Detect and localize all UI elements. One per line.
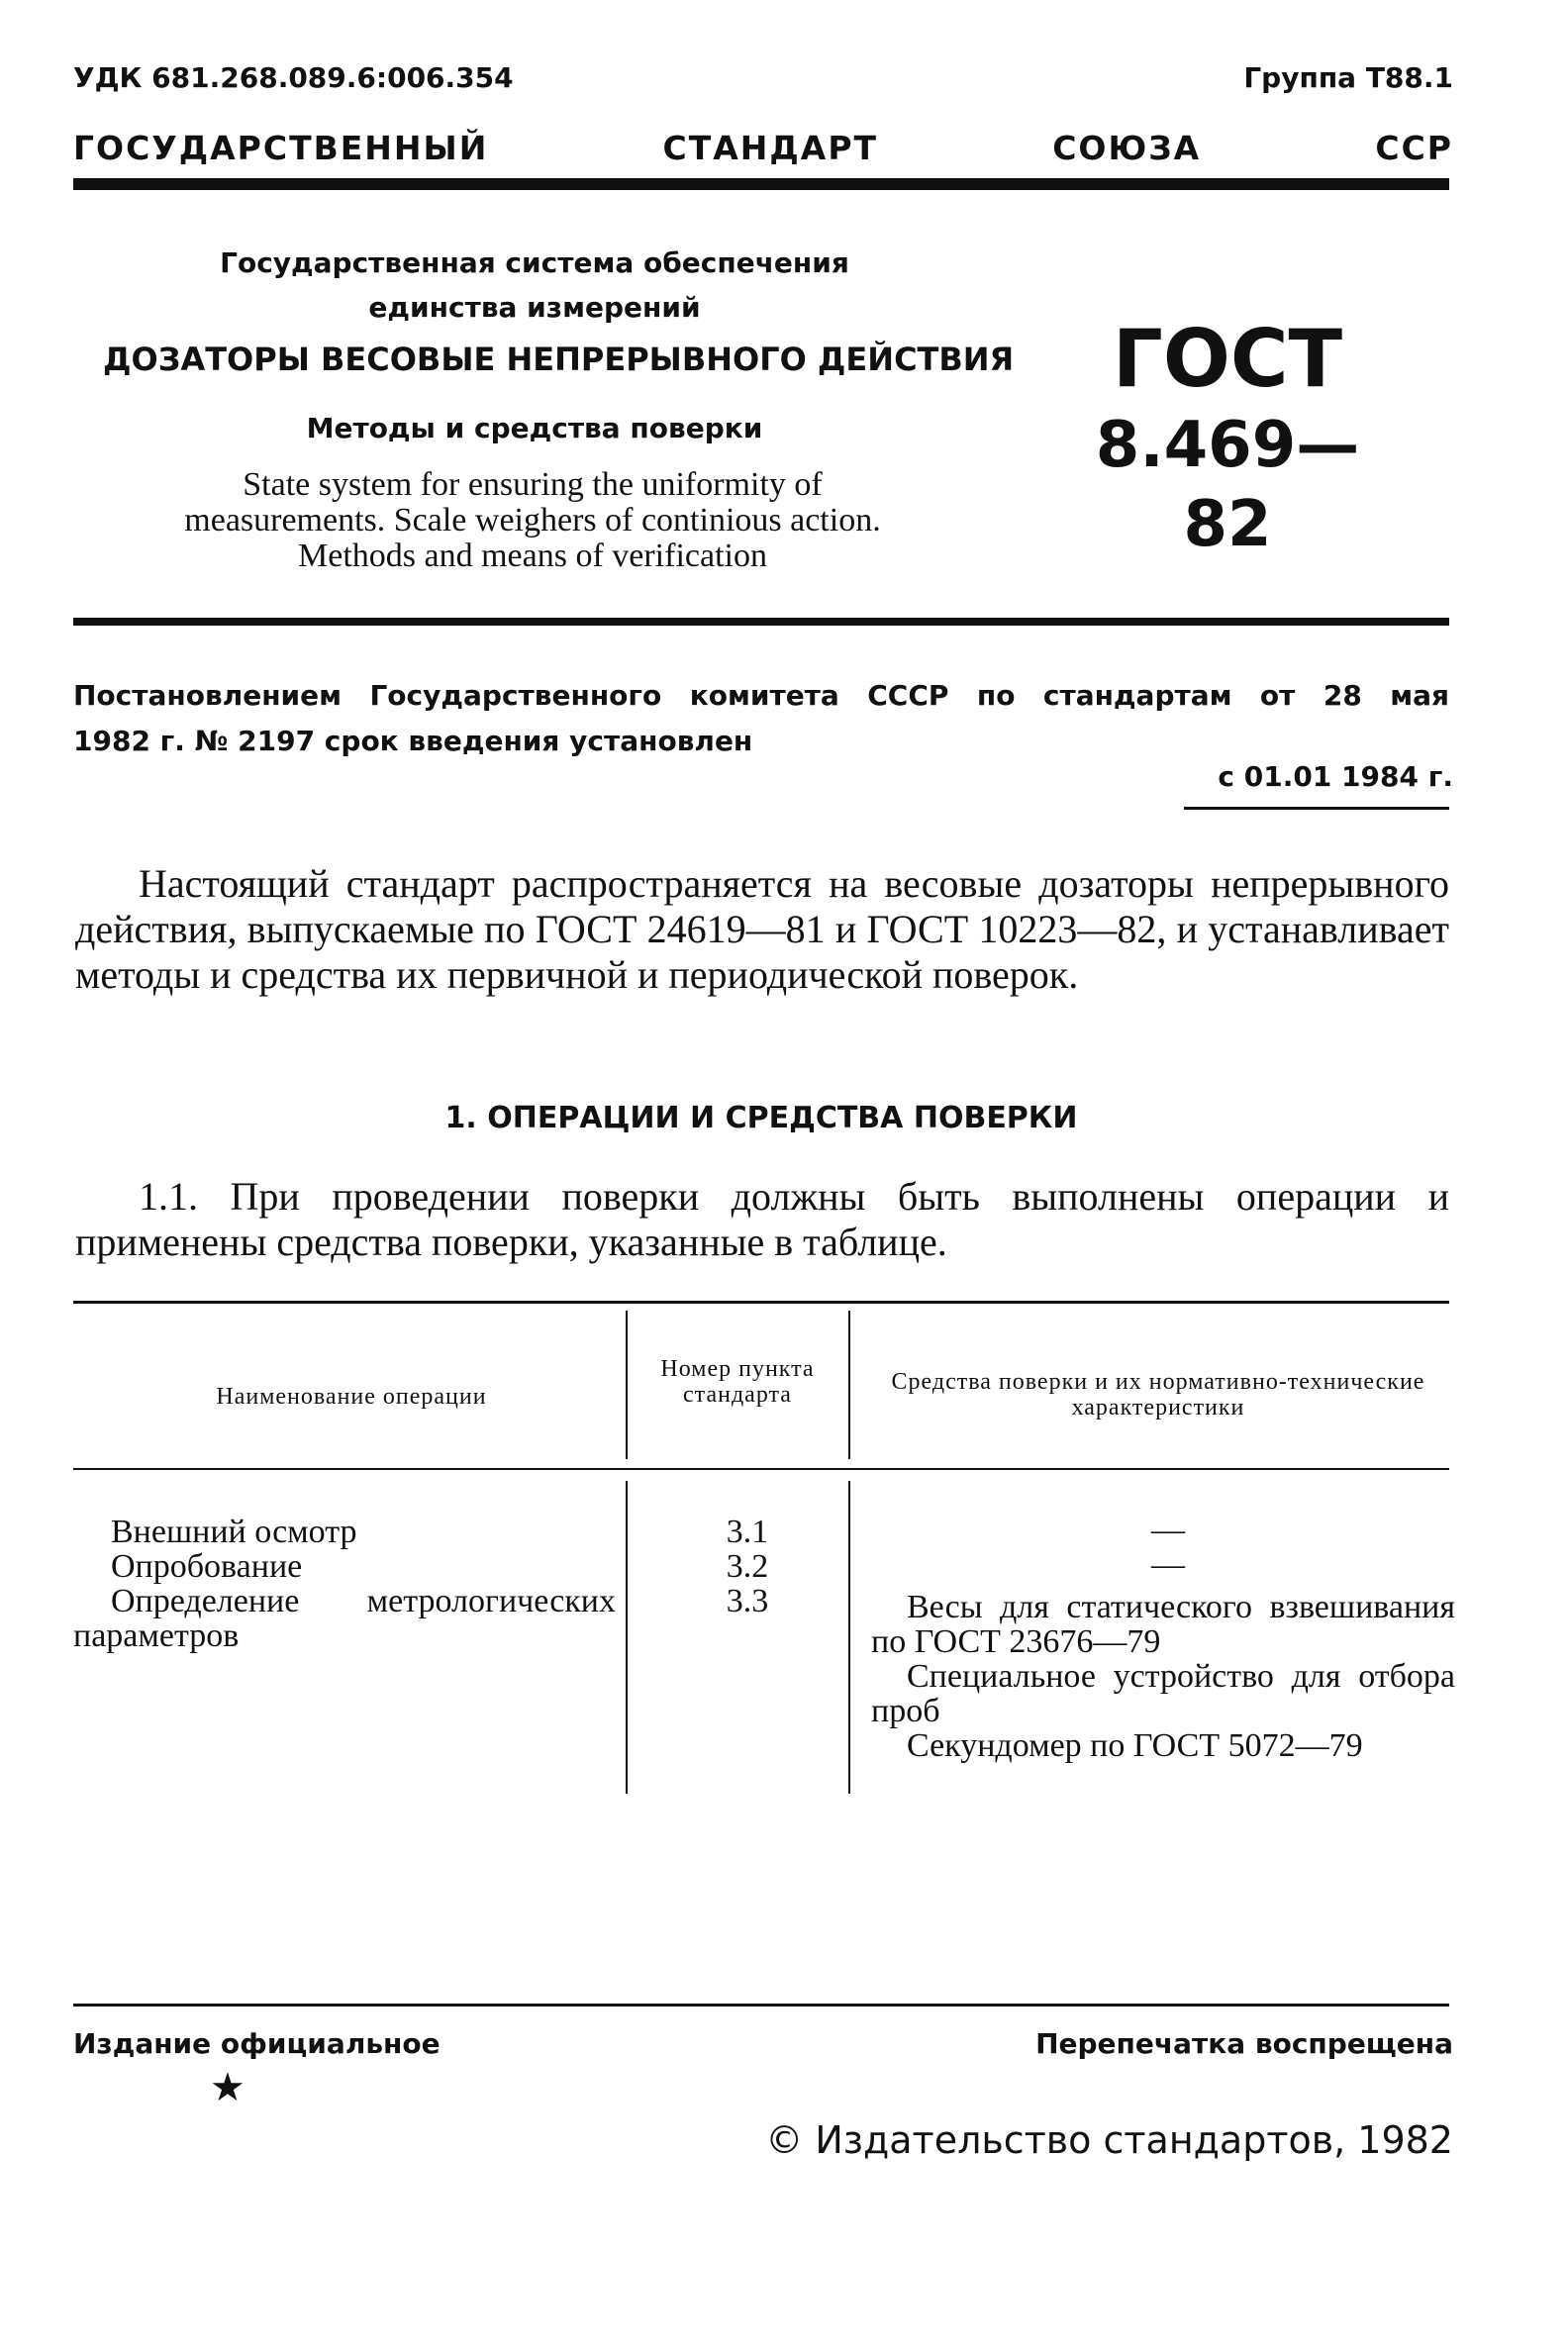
effective-date-rule [1184,807,1449,810]
copyright-line: © Издательство стандартов, 1982 [765,2118,1453,2162]
header-clause: Номер пункта стандарта [660,1356,815,1408]
header-operation: Наименование операции [216,1384,487,1410]
english-title [75,467,990,574]
udk-code: УДК 681.268.089.6:006.354 [73,61,514,94]
row3-means-1: Весы для статического взвешивания по ГОСТ 23676—79 [871,1589,1455,1660]
section-title: 1. ОПЕРАЦИИ И СРЕДСТВА ПОВЕРКИ [444,1101,1078,1135]
row2-clause: 3.2 [726,1548,769,1585]
gost-number: 8.469—82 [1095,409,1360,561]
system-title-line1: Государственная система обеспечения [220,246,849,279]
document-subtitle: Методы и средства поверки [306,412,763,444]
footer-rule [73,2004,1449,2007]
reprint-notice: Перепечатка воспрещена [1035,2027,1453,2060]
row1-means: — [1151,1512,1185,1548]
row3-operation: Определение метрологических параметров [73,1583,616,1654]
header-rule [73,178,1449,190]
row3-means-3: Секундомер по ГОСТ 5072—79 [907,1727,1363,1764]
table-col-divider-1 [626,1311,628,1459]
intro-paragraph [75,861,1449,998]
english-title-line2: measurements. Scale weighers of continious action. [184,502,881,539]
row2-operation: Опробование [111,1548,303,1585]
row3-means-2: Специальное устройство для отбора проб [871,1658,1455,1729]
system-title-line2: единства измерений [368,291,701,324]
intro-text: Настоящий стандарт распространяется на весовые дозаторы непрерывного действия, выпускаемые по ГОСТ 24619—81 и ГОСТ 10223—82, и устанавливает методы и средства их первичной и периодической поверок. [75,861,1449,997]
state-standard-text: ГОСУДАРСТВЕННЫЙ СТАНДАРТ СОЮЗА ССР [73,129,1453,167]
state-standard-heading [73,129,1453,167]
english-title-line3: Methods and means of verification [298,538,767,574]
table-col-divider-2 [848,1311,850,1459]
row1-operation: Внешний осмотр [111,1514,357,1550]
table-header-rule [73,1468,1449,1470]
decree [73,673,1449,764]
decree-line2: 1982 г. № 2197 срок введения установлен [73,725,753,757]
official-edition: Издание официальное [73,2027,441,2060]
row1-clause: 3.1 [726,1514,769,1550]
table-col-divider-1-body [626,1481,628,1794]
star-icon: ★ [210,2065,245,2109]
effective-date: с 01.01 1984 г. [1218,760,1453,793]
title-rule [73,618,1449,626]
english-title-line1: State system for ensuring the uniformity of [243,466,823,503]
decree-line1: Постановлением Государственного комитета СССР по стандартам от 28 мая [73,679,1449,712]
paragraph-1-1 [75,1174,1449,1265]
gost-label: ГОСТ [1112,313,1343,405]
paragraph-1-1-text: 1.1. При проведении поверки должны быть выполнены операции и применены средства поверки, указанные в таблице. [75,1174,1449,1264]
document-title: ДОЗАТОРЫ ВЕСОВЫЕ НЕПРЕРЫВНОГО ДЕЙСТВИЯ [103,341,1015,378]
table-top-rule [73,1301,1449,1304]
system-title [158,241,911,330]
header-means: Средства поверки и их нормативно-технические характеристики [891,1369,1425,1420]
group-code: Группа Т88.1 [1243,61,1453,94]
row2-means: — [1151,1546,1185,1583]
row3-clause: 3.3 [726,1583,769,1619]
